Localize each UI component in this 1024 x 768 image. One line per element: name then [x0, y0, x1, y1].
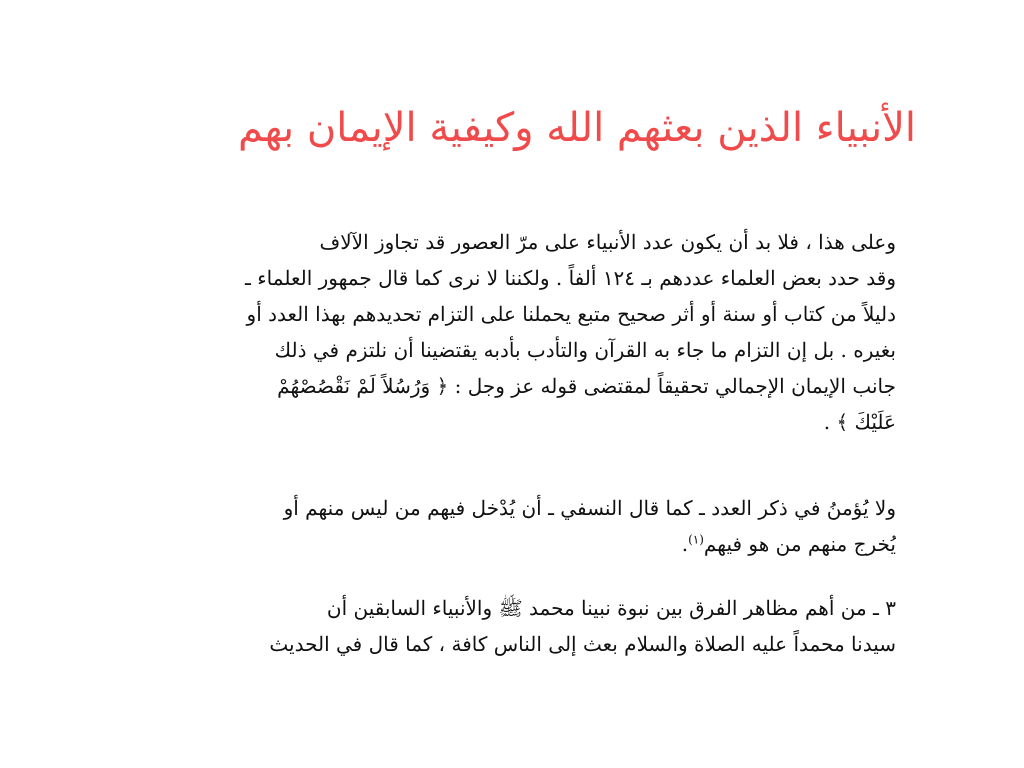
paragraph-line: وقد حدد بعض العلماء عددهم بـ ١٢٤ ألفاً . ولكننا لا نرى كما قال جمهور العلماء ـ [245, 266, 896, 290]
paragraph-1 [108, 224, 896, 440]
paragraph-line: دليلاً من كتاب أو سنة أو أثر صحيح متبع يحملنا على التزام تحديدهم بهذا العدد أو [246, 302, 896, 326]
paragraph-line: سيدنا محمداً عليه الصلاة والسلام بعث إلى الناس كافة ، كما قال في الحديث [269, 632, 896, 656]
paragraph-line: بغيره . بل إن التزام ما جاء به القرآن والتأدب بأدبه يقتضينا أن نلتزم في ذلك [274, 338, 896, 362]
paragraph-3 [108, 590, 896, 662]
paragraph-line: ولا يُؤمنُ في ذكر العدد ـ كما قال النسفي ـ أن يُدْخل فيهم من ليس منهم أو [283, 496, 896, 520]
sentence-end: . [681, 532, 689, 556]
paragraph-2 [108, 490, 896, 562]
paragraph-line: عَلَيْكَ ﴾ . [823, 410, 896, 434]
paragraph-line: جانب الإيمان الإجمالي تحقيقاً لمقتضى قوله عز وجل : ﴿ وَرُسُلاً لَمْ نَقْصُصْهُمْ [277, 374, 896, 398]
slide-title: الأنبياء الذين بعثهم الله وكيفية الإيمان بهم [237, 105, 916, 151]
paragraph-line: ٣ ـ من أهم مظاهر الفرق بين نبوة نبينا محمد ﷺ والأنبياء السابقين أن [326, 596, 896, 620]
paragraph-line [108, 526, 896, 562]
paragraph-line-text: يُخرج منهم من هو فيهم [703, 532, 896, 556]
paragraph-line: وعلى هذا ، فلا بد أن يكون عدد الأنبياء على مرّ العصور قد تجاوز الآلاف [319, 230, 896, 254]
footnote-marker: (١) [688, 532, 704, 547]
